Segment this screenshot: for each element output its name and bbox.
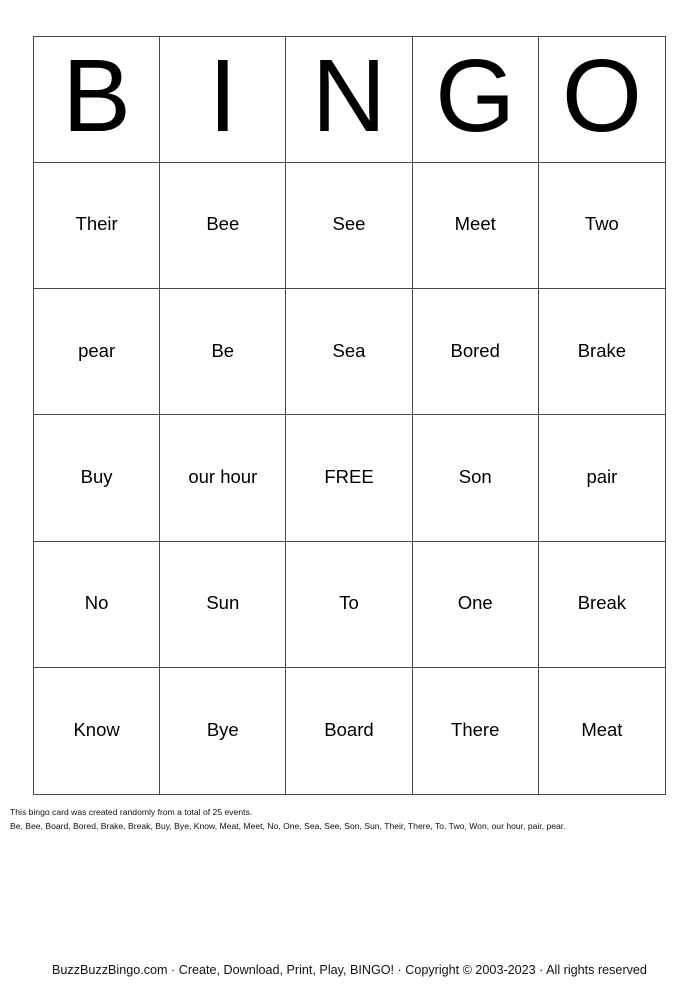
card-info-text: This bingo card was created randomly from a total of 25 events.: [10, 807, 253, 817]
cell-word: Buy: [80, 465, 113, 487]
copyright-footer: BuzzBuzzBingo.com · Create, Download, Print, Play, BINGO! · Copyright © 2003-2023 · All rights reserved: [52, 963, 647, 977]
bingo-cell: [413, 289, 539, 415]
cell-word: Know: [73, 718, 120, 740]
bingo-card: [33, 36, 666, 795]
bingo-cell: [413, 542, 539, 668]
cell-word: our hour: [188, 465, 258, 487]
cell-word: Two: [584, 213, 619, 235]
bingo-cell: [539, 668, 665, 794]
cell-word: Board: [324, 718, 374, 740]
bingo-cell: [413, 415, 539, 541]
header-letter: O: [561, 38, 642, 154]
cell-word: Be: [211, 339, 235, 361]
cell-word: Bored: [450, 339, 500, 361]
bingo-cell: [539, 542, 665, 668]
bingo-cell: [286, 163, 412, 289]
bingo-cell: [160, 668, 286, 794]
cell-word: pair: [586, 465, 618, 487]
bingo-cell: [34, 668, 160, 794]
header-letter: B: [62, 38, 131, 154]
bingo-cell: [539, 163, 665, 289]
cell-word: pear: [78, 339, 116, 361]
bingo-cell: [160, 289, 286, 415]
cell-word: Sun: [206, 591, 240, 613]
cell-word: Bye: [206, 718, 239, 740]
bingo-cell: [160, 542, 286, 668]
header-letter: I: [208, 38, 238, 154]
cell-word: One: [457, 591, 493, 613]
bingo-cell: [286, 668, 412, 794]
header-cell-b: [34, 37, 160, 163]
bingo-cell: [160, 415, 286, 541]
header-cell-g: [413, 37, 539, 163]
bingo-cell: [34, 415, 160, 541]
cell-word: Meet: [454, 213, 496, 235]
header-cell-i: [160, 37, 286, 163]
cell-word: See: [332, 213, 366, 235]
cell-word: No: [84, 591, 109, 613]
bingo-cell: [34, 542, 160, 668]
cell-word: Sea: [332, 339, 366, 361]
header-letter: G: [435, 38, 516, 154]
cell-word: Son: [458, 465, 492, 487]
free-space-label: FREE: [324, 465, 374, 487]
cell-word: Their: [75, 213, 118, 235]
header-cell-n: [286, 37, 412, 163]
bingo-cell: [286, 542, 412, 668]
bingo-cell: [539, 289, 665, 415]
bingo-cell: [539, 415, 665, 541]
header-letter: N: [311, 38, 387, 154]
bingo-cell: [286, 289, 412, 415]
bingo-cell: [413, 668, 539, 794]
cell-word: There: [451, 718, 500, 740]
bingo-cell: [160, 163, 286, 289]
header-cell-o: [539, 37, 665, 163]
cell-word: To: [339, 591, 359, 613]
cell-word: Bee: [206, 213, 240, 235]
cell-word: Meat: [581, 718, 623, 740]
cell-word: Break: [577, 591, 627, 613]
cell-word: Brake: [577, 339, 627, 361]
bingo-cell: [34, 163, 160, 289]
free-space-cell: [286, 415, 412, 541]
word-list-text: Be, Bee, Board, Bored, Brake, Break, Buy, Bye, Know, Meat, Meet, No, One, Sea, See, Son, Sun, Their, There, To, Two, Won, our hour, pair, pear.: [10, 821, 566, 831]
bingo-cell: [34, 289, 160, 415]
bingo-cell: [413, 163, 539, 289]
